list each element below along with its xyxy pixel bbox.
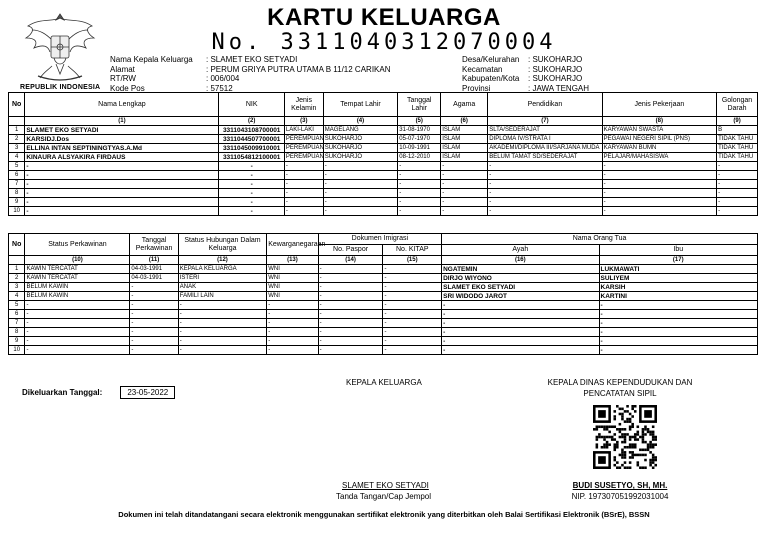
table-cell: - xyxy=(25,162,219,171)
table-cell: - xyxy=(602,171,716,180)
col-code xyxy=(9,256,25,265)
table-cell: - xyxy=(219,207,284,216)
table-cell: PEREMPUAN xyxy=(285,145,324,151)
table-cell: KEPALA KELUARGA xyxy=(178,265,266,274)
table-cell: WNI xyxy=(267,292,318,301)
table-cell: - xyxy=(602,198,716,207)
table-cell: - xyxy=(267,337,318,346)
table-cell: - xyxy=(383,337,442,346)
family-members-table xyxy=(8,92,758,216)
table-row xyxy=(9,337,758,346)
col-code: (15) xyxy=(383,256,442,265)
official-title-2: PENCATATAN SIPIL xyxy=(583,389,657,398)
table-cell: - xyxy=(25,346,130,355)
table-cell: - xyxy=(318,292,383,301)
table-cell: ISLAM xyxy=(441,144,488,153)
table-cell: - xyxy=(178,328,266,337)
table-cell: - xyxy=(383,283,442,292)
table-cell: - xyxy=(599,328,757,337)
table-cell: 05-07-1970 xyxy=(398,135,441,144)
table-cell: WNI xyxy=(267,265,318,274)
table-cell: - xyxy=(284,189,323,198)
info-value: : 57512 xyxy=(206,83,233,93)
col-header: Agama xyxy=(441,93,488,117)
table-cell: ISLAM xyxy=(441,153,488,162)
col-code: (3) xyxy=(284,117,323,126)
table-cell: - xyxy=(398,180,441,189)
table-cell: - xyxy=(323,180,398,189)
info-value: : SLAMET EKO SETYADI xyxy=(206,55,298,64)
table-cell: 6 xyxy=(9,171,25,180)
table-cell: - xyxy=(219,189,284,198)
table-cell: 8 xyxy=(9,328,25,337)
col-header-status-perkawinan: Status Perkawinan xyxy=(25,234,130,256)
col-header: Golongan Darah xyxy=(717,93,758,117)
table-cell: - xyxy=(442,301,599,310)
table-cell: - xyxy=(318,265,383,274)
table-cell: - xyxy=(398,198,441,207)
table-cell: - xyxy=(323,207,398,216)
table-cell: KARSIDJ.Dos xyxy=(25,135,219,144)
table-cell: - xyxy=(441,189,488,198)
issued-date-block xyxy=(22,386,175,399)
table-cell: 3311044507700001 xyxy=(219,135,284,144)
table-cell: KARYAWAN SWASTA xyxy=(602,126,716,135)
table-cell: - xyxy=(284,198,323,207)
table-cell: 4 xyxy=(9,292,25,301)
col-header: Pendidikan xyxy=(488,93,602,117)
col-header-tanggal-perkawinan: Tanggal Perkawinan xyxy=(130,234,178,256)
table-row xyxy=(9,292,758,301)
table-cell: - xyxy=(323,171,398,180)
col-header-ayah: Ayah xyxy=(442,245,599,256)
table-cell: - xyxy=(383,310,442,319)
table-cell: BELUM KAWIN xyxy=(25,292,130,301)
table-cell: KARTINI xyxy=(599,292,757,301)
table-cell: FAMILI LAIN xyxy=(178,292,266,301)
table-cell: SRI WIDODO JAROT xyxy=(442,292,599,301)
col-code: (14) xyxy=(318,256,383,265)
table-cell: 9 xyxy=(9,337,25,346)
table-cell: - xyxy=(323,198,398,207)
document-number: No. 3311040312070004 xyxy=(211,30,557,55)
table-cell: - xyxy=(488,198,602,207)
table-cell: ANAK xyxy=(178,283,266,292)
table-cell: - xyxy=(178,337,266,346)
table-cell: - xyxy=(267,346,318,355)
table-cell: - xyxy=(219,180,284,189)
col-code: (5) xyxy=(398,117,441,126)
table-cell: TIDAK TAHU xyxy=(717,144,758,153)
table-cell: - xyxy=(267,319,318,328)
info-value: : JAWA TENGAH xyxy=(528,83,590,93)
table-cell: - xyxy=(219,171,284,180)
table-cell: - xyxy=(602,162,716,171)
issued-date: 23-05-2022 xyxy=(120,386,175,399)
table-cell: 8 xyxy=(9,189,25,198)
issued-label: Dikeluarkan Tanggal: xyxy=(22,388,103,397)
table-cell: - xyxy=(717,180,758,189)
table-cell: - xyxy=(323,189,398,198)
table-cell: - xyxy=(25,198,219,207)
table-cell: - xyxy=(318,310,383,319)
info-label: Desa/Kelurahan xyxy=(462,55,520,64)
table-row xyxy=(9,265,758,274)
official-name: BUDI SUSETYO, SH, MH. xyxy=(572,481,668,490)
table-cell: - xyxy=(717,207,758,216)
col-header: Tempat Lahir xyxy=(323,93,398,117)
header-info-left xyxy=(110,55,391,93)
table-cell: ISTERI xyxy=(178,274,266,283)
table-cell: - xyxy=(284,207,323,216)
table-cell: - xyxy=(25,319,130,328)
info-label: Kecamatan xyxy=(462,64,503,74)
table-cell: - xyxy=(442,346,599,355)
table-cell: 1 xyxy=(9,126,25,135)
table-cell: - xyxy=(398,171,441,180)
table-row xyxy=(9,301,758,310)
table-cell: 5 xyxy=(9,162,25,171)
table-cell: - xyxy=(178,319,266,328)
table-cell: - xyxy=(25,301,130,310)
table-cell: WNI xyxy=(267,274,318,283)
info-value: : SUKOHARJO xyxy=(528,55,583,64)
info-value: : PERUM GRIYA PUTRA UTAMA B 11/12 CARIKAN xyxy=(206,64,391,74)
col-code: (6) xyxy=(441,117,488,126)
table-cell: BELUM TAMAT SD/SEDERAJAT xyxy=(488,153,602,162)
col-header-ibu: Ibu xyxy=(599,245,757,256)
table-cell: - xyxy=(717,171,758,180)
table-cell: KARSIH xyxy=(599,283,757,292)
table-cell: - xyxy=(130,337,178,346)
table-cell: - xyxy=(25,189,219,198)
table-cell: - xyxy=(398,189,441,198)
head-title: KEPALA KELUARGA xyxy=(346,378,422,387)
table-row xyxy=(9,328,758,337)
table-cell: - xyxy=(602,180,716,189)
table-cell: PEREMPUAN xyxy=(285,136,324,142)
table-cell: - xyxy=(442,319,599,328)
table-row xyxy=(9,319,758,328)
table-cell: TIDAK TAHU xyxy=(717,135,758,144)
table-cell: - xyxy=(25,171,219,180)
table-cell: - xyxy=(488,189,602,198)
col-header-nama-orang-tua: Nama Orang Tua xyxy=(442,234,758,245)
table-cell: 1 xyxy=(9,265,25,274)
table-cell: - xyxy=(25,310,130,319)
table-cell: MAGELANG xyxy=(323,126,398,135)
table-cell: - xyxy=(383,301,442,310)
table-cell: 10 xyxy=(9,346,25,355)
table-cell: - xyxy=(488,171,602,180)
table-cell: - xyxy=(383,292,442,301)
table-cell: SLAMET EKO SETYADI xyxy=(25,126,219,135)
table-cell: ISLAM xyxy=(441,135,488,144)
table-cell: LAKI-LAKI xyxy=(284,126,323,135)
table-cell: SUKOHARJO xyxy=(323,135,398,144)
table-cell: NGATEMIN xyxy=(442,265,599,274)
table-cell: 3 xyxy=(9,283,25,292)
info-label: Alamat xyxy=(110,64,135,74)
table-cell: KAWIN TERCATAT xyxy=(25,274,130,283)
table-cell: - xyxy=(441,180,488,189)
col-code: (16) xyxy=(442,256,599,265)
table-cell: - xyxy=(25,328,130,337)
table-cell: - xyxy=(318,328,383,337)
qr-finder xyxy=(644,410,652,418)
table-cell: - xyxy=(442,337,599,346)
table-cell: - xyxy=(398,162,441,171)
electronic-signature-note: Dokumen ini telah ditandatangani secara elektronik menggunakan sertifikat elektronik yang diterbitkan oleh Balai Sertifikasi Elektronik (BSrE), BSSN xyxy=(118,510,650,519)
col-code: (8) xyxy=(602,117,716,126)
table-cell: KAWIN TERCATAT xyxy=(25,265,130,274)
table-row xyxy=(9,171,758,180)
table-cell: SULIYEM xyxy=(599,274,757,283)
table-cell: 9 xyxy=(9,198,25,207)
table-cell: - xyxy=(130,319,178,328)
col-code: (10) xyxy=(25,256,130,265)
table-cell: - xyxy=(717,189,758,198)
info-value: : SUKOHARJO xyxy=(528,74,583,83)
table-cell: 3311045009910001 xyxy=(219,144,284,153)
table-cell: 10-09-1991 xyxy=(398,144,441,153)
table-cell: 3311054812100001 xyxy=(219,153,284,162)
table-cell: - xyxy=(130,310,178,319)
table-cell: - xyxy=(602,207,716,216)
table-cell: - xyxy=(130,301,178,310)
table-cell: - xyxy=(599,346,757,355)
table-cell: PELAJAR/MAHASISWA xyxy=(602,153,716,162)
qr-finder xyxy=(598,410,606,418)
country-label: REPUBLIK INDONESIA xyxy=(20,84,101,91)
col-header: NIK xyxy=(219,93,284,117)
table-cell: - xyxy=(599,337,757,346)
col-header-kewarganegaraan: Kewarganegaraan xyxy=(267,234,318,256)
table-cell: SLAMET EKO SETYADI xyxy=(442,283,599,292)
table-cell: - xyxy=(267,310,318,319)
col-code: (4) xyxy=(323,117,398,126)
table-cell: - xyxy=(318,283,383,292)
table-cell: 6 xyxy=(9,310,25,319)
col-code: (7) xyxy=(488,117,602,126)
table-cell: SUKOHARJO xyxy=(323,144,398,153)
table-cell: - xyxy=(284,162,323,171)
table-row xyxy=(9,346,758,355)
table-cell: - xyxy=(442,310,599,319)
table-cell: WNI xyxy=(267,283,318,292)
table-cell: - xyxy=(488,207,602,216)
col-header-status-hubungan: Status Hubungan Dalam Keluarga xyxy=(178,234,266,256)
table-cell: - xyxy=(383,265,442,274)
table-row xyxy=(9,274,758,283)
official-nip: NIP. 197307051992031004 xyxy=(571,492,669,501)
table-cell: DIRJO WIYONO xyxy=(442,274,599,283)
table-cell: - xyxy=(318,346,383,355)
table-row xyxy=(9,153,758,162)
col-code: (11) xyxy=(130,256,178,265)
table-cell: AKADEMI/DIPLOMA III/SARJANA MUDA xyxy=(488,144,602,153)
table-cell: - xyxy=(130,292,178,301)
table-cell: - xyxy=(717,162,758,171)
col-header: Tanggal Lahir xyxy=(398,93,441,117)
table-row xyxy=(9,283,758,292)
table-cell: - xyxy=(488,180,602,189)
col-header-dokumen-imigrasi: Dokumen Imigrasi xyxy=(318,234,441,245)
col-code xyxy=(9,117,25,126)
col-header-no-paspor: No. Paspor xyxy=(318,245,383,256)
table-cell: - xyxy=(442,328,599,337)
table-cell: - xyxy=(383,319,442,328)
table-cell: - xyxy=(318,301,383,310)
table-cell: 2 xyxy=(9,135,25,144)
info-value: : SUKOHARJO xyxy=(528,64,583,74)
info-label: Nama Kepala Keluarga xyxy=(110,55,193,64)
table-cell: KARYAWAN BUMN xyxy=(602,144,716,153)
table-row xyxy=(9,310,758,319)
table-cell: 7 xyxy=(9,319,25,328)
table-cell: - xyxy=(441,207,488,216)
table-cell: 10 xyxy=(9,207,25,216)
table-row xyxy=(9,144,758,153)
table-cell: PEGAWAI NEGERI SIPIL (PNS) xyxy=(602,135,716,144)
table-row xyxy=(9,126,758,135)
table-cell: - xyxy=(130,328,178,337)
table-cell: SUKOHARJO xyxy=(323,153,398,162)
table-cell: - xyxy=(130,346,178,355)
table-cell: - xyxy=(178,301,266,310)
col-header-no-kitap: No. KITAP xyxy=(383,245,442,256)
qr-code xyxy=(593,405,657,469)
table-cell: 3 xyxy=(9,144,25,153)
col-code: (17) xyxy=(599,256,757,265)
table-cell: PEREMPUAN xyxy=(285,154,324,160)
header-info-right xyxy=(462,55,589,93)
table-cell: - xyxy=(284,171,323,180)
table-cell: B xyxy=(717,126,758,135)
table-cell: - xyxy=(398,207,441,216)
table-cell: 4 xyxy=(9,153,25,162)
table-cell: - xyxy=(717,198,758,207)
table-cell: - xyxy=(318,337,383,346)
table-cell: ELLINA INTAN SEPTININGTYAS.A.Md xyxy=(25,144,219,153)
col-code: (9) xyxy=(717,117,758,126)
table-cell: - xyxy=(25,207,219,216)
col-header-no: No xyxy=(9,234,25,256)
table-cell: - xyxy=(383,346,442,355)
col-code: (1) xyxy=(25,117,219,126)
table-cell: 04-03-1991 xyxy=(130,274,178,283)
table-cell: - xyxy=(219,162,284,171)
table-cell: - xyxy=(130,283,178,292)
table-cell: 7 xyxy=(9,180,25,189)
table-cell: DIPLOMA IV/STRATA I xyxy=(488,135,602,144)
info-label: Provinsi xyxy=(462,83,491,93)
col-header: No xyxy=(9,93,25,117)
table-cell: LUKMAWATI xyxy=(599,265,757,274)
table-cell: KINAURA ALSYAKIRA FIRDAUS xyxy=(25,153,219,162)
col-header: Jenis Pekerjaan xyxy=(602,93,716,117)
table-cell: 08-12-2010 xyxy=(398,153,441,162)
table-cell: - xyxy=(599,319,757,328)
table-cell: - xyxy=(318,274,383,283)
col-header: Nama Lengkap xyxy=(25,93,219,117)
col-header: Jenis Kelamin xyxy=(284,93,323,117)
head-name: SLAMET EKO SETYADI xyxy=(342,481,429,490)
table-cell: BELUM KAWIN xyxy=(25,283,130,292)
table-cell: - xyxy=(383,328,442,337)
head-signature-caption: Tanda Tangan/Cap Jempol xyxy=(336,492,432,501)
table-cell: TIDAK TAHU xyxy=(717,153,758,162)
table-row xyxy=(9,162,758,171)
table-row xyxy=(9,180,758,189)
table-cell: - xyxy=(178,310,266,319)
table-cell: - xyxy=(599,301,757,310)
table-cell: 2 xyxy=(9,274,25,283)
col-code: (2) xyxy=(219,117,284,126)
table-cell: SLTA/SEDERAJAT xyxy=(488,126,602,135)
qr-finder xyxy=(598,456,606,464)
table-cell: - xyxy=(383,274,442,283)
table-cell: 3311043108700001 xyxy=(219,126,284,135)
table-cell: - xyxy=(488,162,602,171)
table-row xyxy=(9,189,758,198)
table-row xyxy=(9,198,758,207)
info-value: : 006/004 xyxy=(206,74,240,83)
table-row xyxy=(9,135,758,144)
table-cell: - xyxy=(441,162,488,171)
table-cell: - xyxy=(178,346,266,355)
document-title: KARTU KELUARGA xyxy=(267,4,501,31)
family-status-table xyxy=(8,233,758,355)
table-cell: ISLAM xyxy=(441,126,488,135)
table-cell: - xyxy=(267,301,318,310)
table-cell: - xyxy=(318,319,383,328)
table-cell: - xyxy=(602,189,716,198)
official-title-1: KEPALA DINAS KEPENDUDUKAN DAN xyxy=(547,378,693,387)
table-cell: 04-03-1991 xyxy=(130,265,178,274)
table-cell: - xyxy=(441,171,488,180)
table-cell: - xyxy=(323,162,398,171)
info-label: Kabupaten/Kota xyxy=(462,74,520,83)
table-cell: - xyxy=(441,198,488,207)
table-cell: 5 xyxy=(9,301,25,310)
table-cell: - xyxy=(284,180,323,189)
info-label: Kode Pos xyxy=(110,83,145,93)
table-cell: - xyxy=(599,310,757,319)
table-cell: - xyxy=(219,198,284,207)
table-cell: - xyxy=(25,337,130,346)
col-code: (12) xyxy=(178,256,266,265)
col-code: (13) xyxy=(267,256,318,265)
table-row xyxy=(9,207,758,216)
table-cell: 31-08-1970 xyxy=(398,126,441,135)
info-label: RT/RW xyxy=(110,74,136,83)
table-cell: - xyxy=(267,328,318,337)
table-cell: - xyxy=(25,180,219,189)
